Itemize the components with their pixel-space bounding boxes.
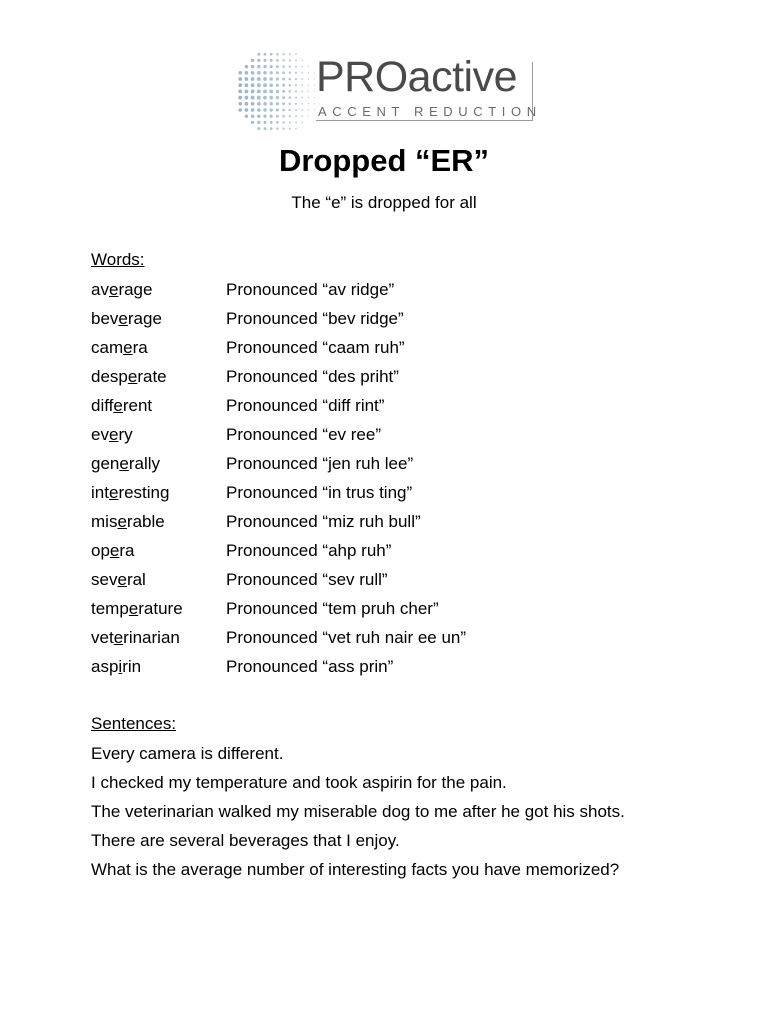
dropped-letter: e: [117, 570, 127, 589]
word: [91, 507, 226, 536]
pronunciation: Pronounced “sev rull”: [226, 570, 388, 589]
pronunciation: Pronounced “vet ruh nair ee un”: [226, 628, 467, 647]
word-end: rage: [127, 309, 162, 328]
pronunciation: Pronounced “miz ruh bull”: [226, 512, 421, 531]
word-row: [91, 304, 466, 333]
word: [91, 362, 226, 391]
pronunciation: Pronounced “jen ruh lee”: [226, 454, 414, 473]
pronunciation: Pronounced “ahp ruh”: [226, 541, 392, 560]
word: [91, 623, 226, 652]
word-row: [91, 536, 466, 565]
word: [91, 391, 226, 420]
words-heading: Words:: [91, 250, 145, 269]
word-end: ral: [126, 570, 146, 589]
pronunciation: Pronounced “des priht”: [226, 367, 399, 386]
word-start: mis: [91, 512, 118, 531]
dropped-letter: e: [108, 280, 119, 299]
pronunciation: Pronounced “caam ruh”: [226, 338, 405, 357]
dropped-letter: e: [108, 425, 119, 444]
dropped-letter: e: [113, 396, 123, 415]
word-row: [91, 652, 466, 681]
word: [91, 304, 226, 333]
word-row: [91, 420, 466, 449]
word: [91, 333, 226, 362]
halftone-globe-icon: [232, 46, 322, 136]
dropped-letter: e: [113, 628, 124, 647]
logo-underline: [316, 120, 533, 121]
word-end: ry: [118, 425, 133, 444]
word: [91, 536, 226, 565]
word-row: [91, 391, 466, 420]
word-end: rate: [137, 367, 167, 386]
page-title: Dropped “ER”: [278, 143, 490, 178]
word-start: cam: [91, 338, 124, 357]
word: [91, 478, 226, 507]
sentence: Every camera is different.: [91, 744, 284, 763]
word-end: rin: [122, 657, 142, 676]
sentence: The veterinarian walked my miserable dog to me after he got his shots.: [91, 802, 625, 821]
word-start: bev: [91, 309, 119, 328]
word-start: av: [91, 280, 109, 299]
logo-tagline: ACCENT REDUCTION: [318, 104, 542, 119]
sentence: There are several beverages that I enjoy.: [91, 831, 400, 850]
word: [91, 565, 226, 594]
pronunciation: Pronounced “diff rint”: [226, 396, 385, 415]
proactive-logo: [232, 46, 542, 136]
logo-name: PROactive: [316, 53, 518, 101]
word-row: [91, 333, 466, 362]
pronunciation: Pronounced “bev ridge”: [226, 309, 404, 328]
pronunciation: Pronounced “av ridge”: [226, 280, 395, 299]
word-end: rally: [128, 454, 161, 473]
pronunciation: Pronounced “ev ree”: [226, 425, 381, 444]
word-start: desp: [91, 367, 128, 386]
word: [91, 652, 226, 681]
pronunciation: Pronounced “ass prin”: [226, 657, 394, 676]
word-row: [91, 449, 466, 478]
word-start: op: [91, 541, 110, 560]
word-row: [91, 594, 466, 623]
word-start: diff: [91, 396, 114, 415]
dropped-letter: e: [108, 483, 119, 502]
dropped-letter: i: [118, 657, 123, 676]
word: [91, 275, 226, 304]
sentence: I checked my temperature and took aspirin for the pain.: [91, 773, 507, 792]
word: [91, 420, 226, 449]
dropped-letter: e: [109, 541, 120, 560]
sentences-heading: Sentences:: [91, 714, 177, 733]
word-row: [91, 362, 466, 391]
word-end: rable: [126, 512, 165, 531]
word-start: gen: [91, 454, 120, 473]
dropped-letter: e: [118, 309, 128, 328]
word-start: temp: [91, 599, 129, 618]
pronunciation: Pronounced “tem pruh cher”: [226, 599, 439, 618]
word-row: [91, 275, 466, 304]
word-start: int: [91, 483, 109, 502]
dropped-letter: e: [117, 512, 127, 531]
word-end: rature: [138, 599, 183, 618]
sentence-list: [91, 739, 625, 884]
word-row: [91, 565, 466, 594]
dropped-letter: e: [127, 367, 138, 386]
word: [91, 449, 226, 478]
word-row: [91, 623, 466, 652]
word-end: rent: [122, 396, 153, 415]
word-end: resting: [118, 483, 170, 502]
dropped-letter: e: [119, 454, 129, 473]
pronunciation: Pronounced “in trus ting”: [226, 483, 413, 502]
word-end: ra: [119, 541, 135, 560]
page-subtitle: The “e” is dropped for all: [291, 193, 477, 212]
word-row: [91, 507, 466, 536]
word-end: rage: [118, 280, 153, 299]
word-start: asp: [91, 657, 119, 676]
sentence: What is the average number of interesting facts you have memorized?: [91, 860, 620, 879]
word-start: vet: [91, 628, 114, 647]
word: [91, 594, 226, 623]
word-start: ev: [91, 425, 109, 444]
word-end: rinarian: [123, 628, 180, 647]
word-row: [91, 478, 466, 507]
word-end: ra: [132, 338, 148, 357]
dropped-letter: e: [123, 338, 133, 357]
word-list: [91, 275, 466, 681]
word-start: sev: [91, 570, 118, 589]
dropped-letter: e: [128, 599, 139, 618]
